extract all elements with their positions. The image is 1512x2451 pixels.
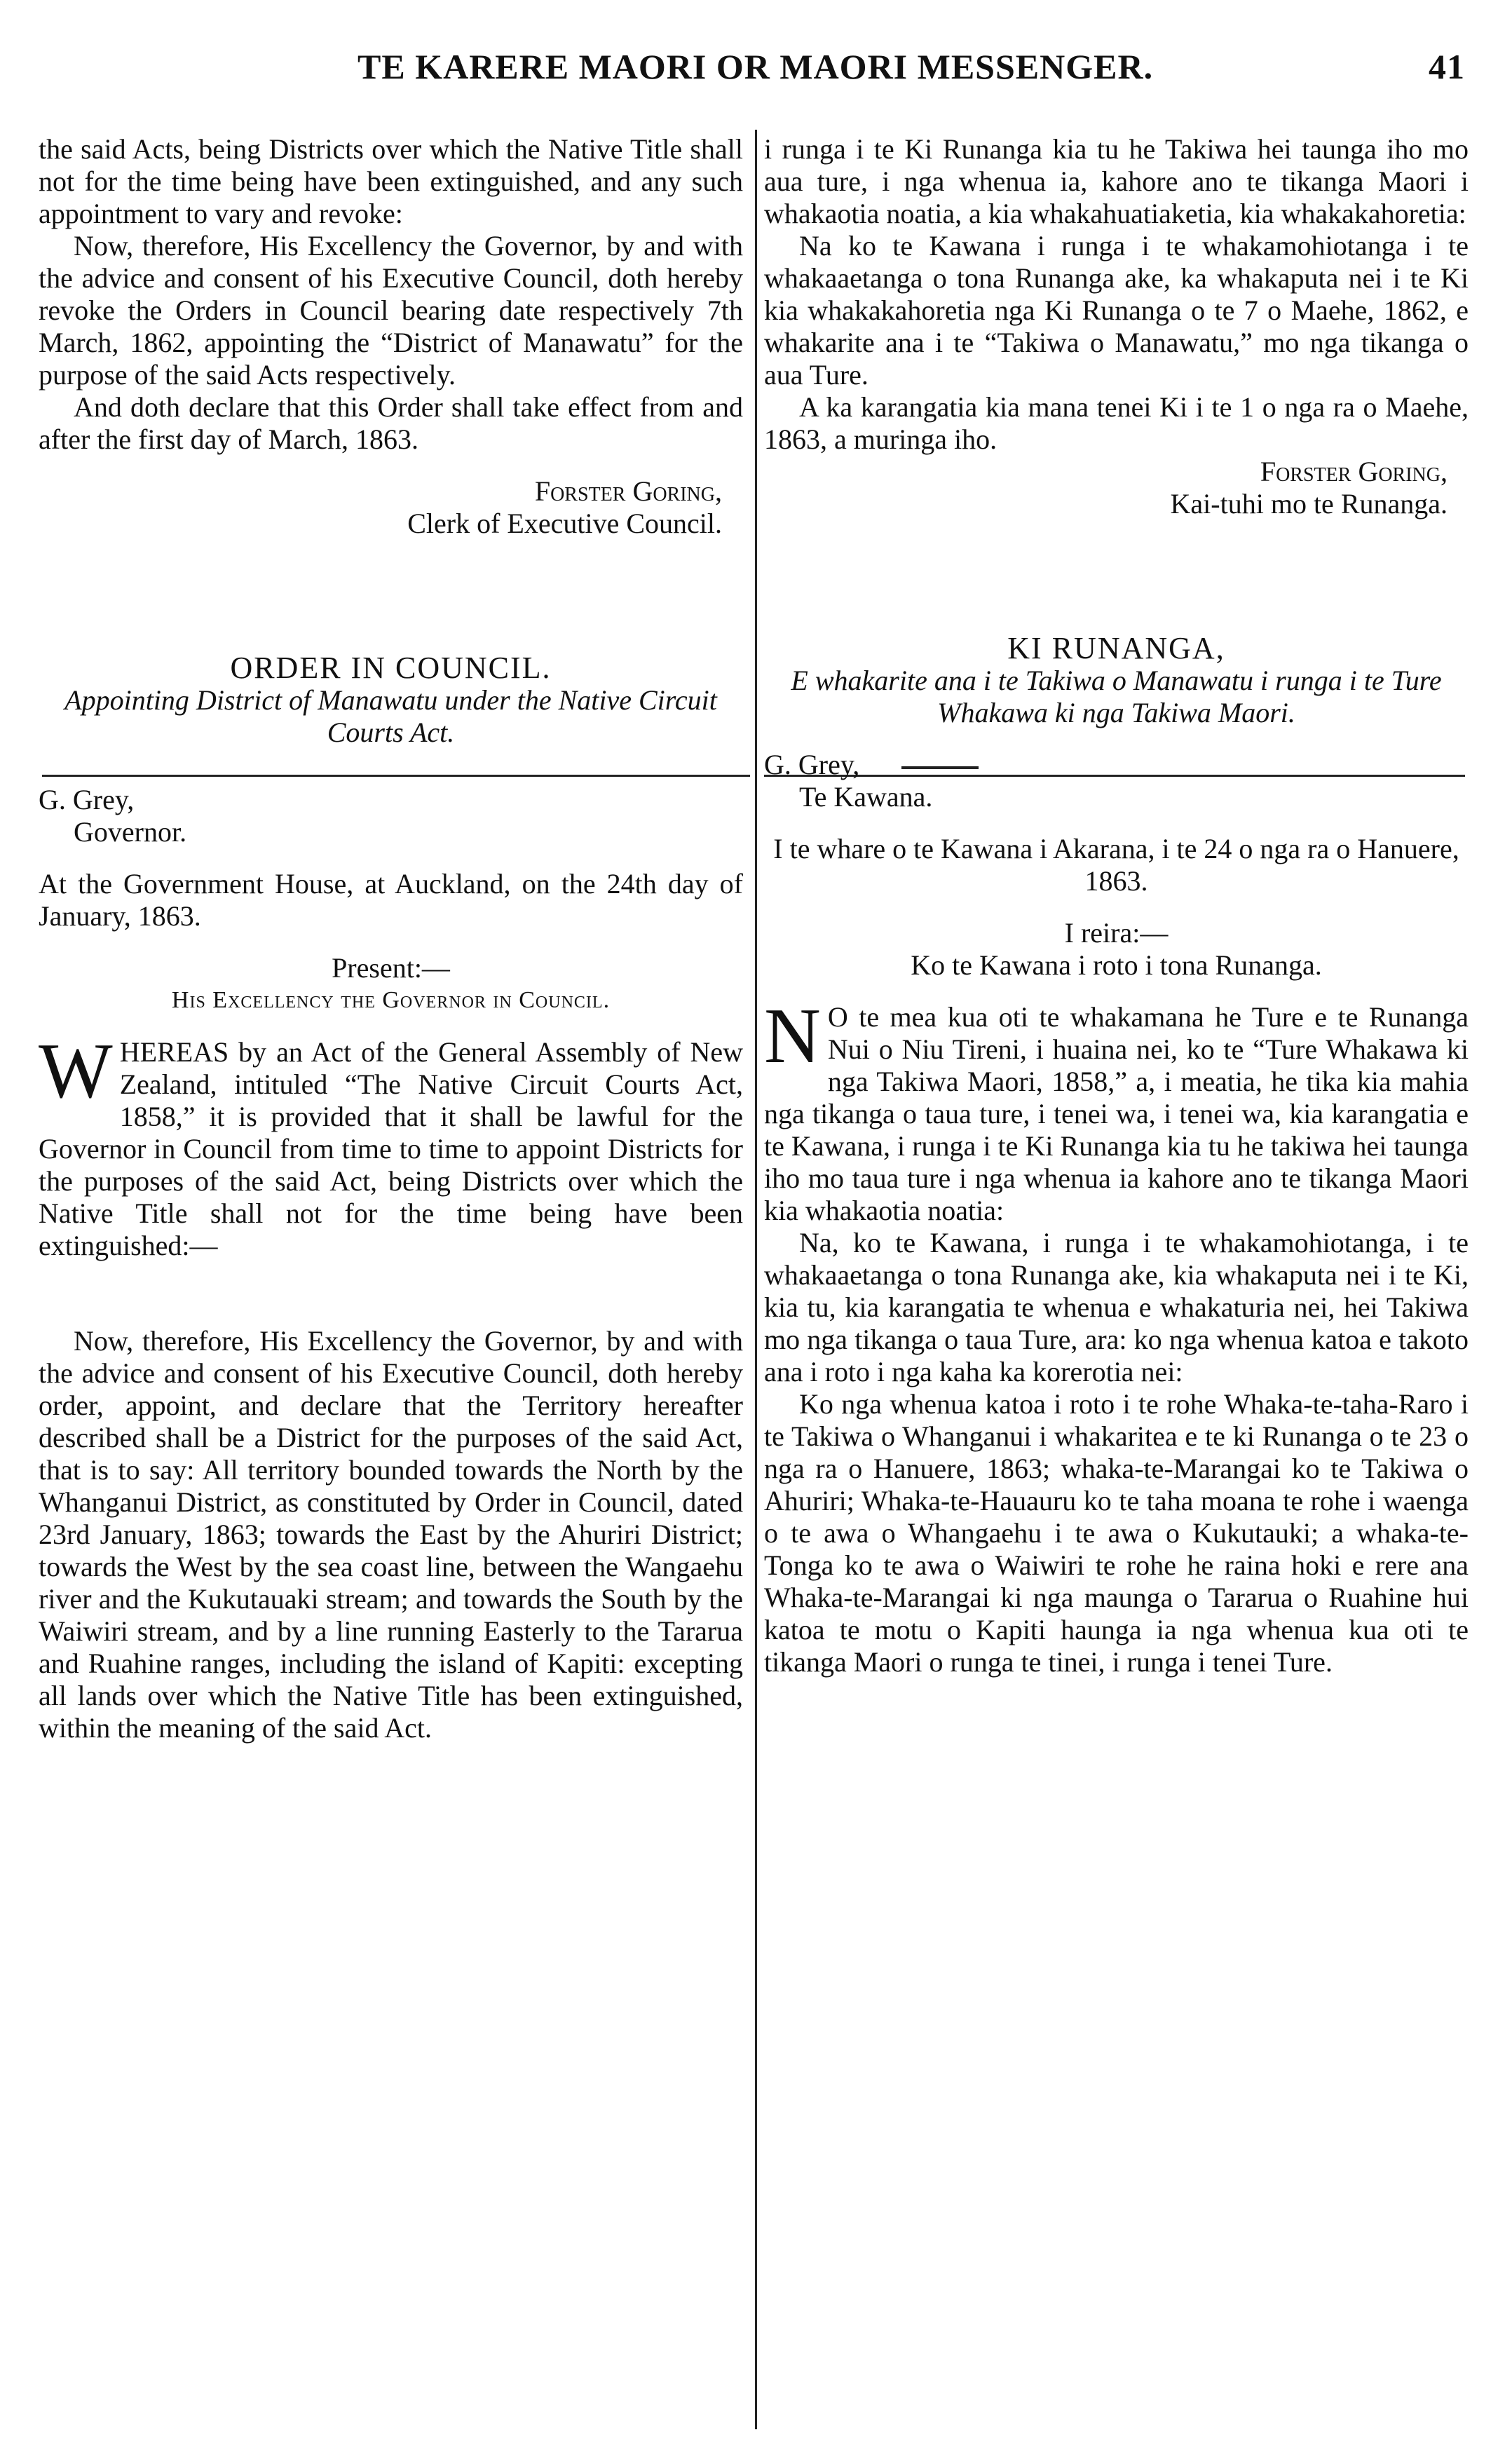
effect-paragraph: And doth declare that this Order shall take effect from and after the first day of March, 1863. — [39, 391, 743, 455]
revocation-paragraph: Now, therefore, His Excellency the Governor, by and with the advice and consent of his Executive Council, doth hereby revoke the Orders in Council bearing date respectively 7th March, 1862, appointing the “District of Manawatu” for the purpose of the said Acts respectively. — [39, 230, 743, 391]
order-subtitle: E whakarite ana i te Takiwa o Manawatu i runga i te Ture Whakawa ki nga Takiwa Maori. — [791, 665, 1442, 728]
present-who: Ko te Kawana i roto i tona Runanga. — [911, 949, 1322, 981]
present-label: I reira:— — [1064, 917, 1169, 949]
page-header — [42, 41, 1465, 97]
whereas-paragraph: N O te mea kua oti te whakamana he Ture e te Runanga Nui o Niu Tireni, i huaina nei, ko te “Ture Whakawa ki nga Takiwa Maori, 1858,” a, i meatia, he tika kia mahia nga tikanga o taua ture, i tenei wa, i tenei wa, kia karangatia e te Kawana, i runga i te Ki Runanga kia tu he takiwa hei taunga iho mo taua ture i nga whenua ia kahore ano te tikanga Maori kia whakaotia noatia: — [764, 993, 1469, 1226]
drop-cap: W — [39, 1028, 113, 1115]
signatory-title: Clerk of Executive Council. — [407, 508, 722, 539]
continued-paragraph: i runga i te Ki Runanga kia tu he Takiwa hei taunga iho mo aua ture, i nga whenua ia, kahore ano te tikanga Maori i whakaotia noatia, a kia whakahuatiaketia, kia whakakahoretia: — [764, 133, 1469, 229]
governor-title: Governor. — [74, 816, 187, 848]
boundaries-paragraph: Ko nga whenua katoa i roto i te rohe Whaka-te-taha-Raro i te Takiwa o Whanganui i whakaritea e te ki Runanga o te 23 o nga ra o Hanuere, 1863; whaka-te-Marangai ko te Takiwa o Ahuriri; Whaka-te-Hauauru ko te taha moana te rohe i waenga o te awa o Whangaehu i te awa o Kukutauki; a whaka-te-Tonga ko te awa o Waiwiri te rohe he raina hoki e rere ana Whaka-te-Marangai ki nga maunga o Tararua o Ruahine hui katoa te motu o Kapiti haunga ia nga whenua kua oti te tikanga Maori o runga te tinei, i runga i tenei Ture. — [764, 1388, 1469, 1678]
continued-paragraph: the said Acts, being Districts over which the Native Title shall not for the time being have been extinguished, and any such appointment to vary and revoke: — [39, 133, 743, 229]
masthead-title: TE KARERE MAORI OR MAORI MESSENGER. — [357, 47, 1154, 86]
column-divider — [755, 130, 757, 2429]
whereas-paragraph: WHEREAS by an Act of the General Assembly of New Zealand, intituled “The Native Circuit Courts Act, 1858,” it is provided that it shall be lawful for the Governor in Council from time to time to appoint Districts for the purposes of the said Act, being Districts over which the Native Title shall not for the time being have been extinguished:— — [39, 1028, 743, 1261]
present-label: Present:— — [332, 952, 450, 984]
signatory-name: Forster Goring, — [1260, 456, 1448, 487]
drop-cap: N — [764, 993, 821, 1080]
english-column — [39, 133, 743, 1744]
decorative-dash — [901, 766, 979, 769]
place-date: At the Government House, at Auckland, on the 24th day of January, 1863. — [39, 868, 743, 932]
governor-name: G. Grey, — [764, 749, 1469, 781]
effect-paragraph: A ka karangatia kia mana tenei Ki i te 1 o nga ra o Maehe, 1863, a muringa iho. — [764, 391, 1469, 455]
present-who: His Excellency the Governor in Council. — [171, 987, 611, 1013]
governor-title: Te Kawana. — [799, 781, 933, 813]
order-title: ORDER IN COUNCIL. — [230, 651, 552, 685]
order-body-paragraph: Now, therefore, His Excellency the Governor, by and with the advice and consent of his Executive Council, doth hereby order, appoint, and declare that the Territory hereafter described shall be a District for the purposes of the said Act, that is to say: All territory bounded towards the North by the Whanganui District, as constituted by Order in Council, dated 23rd January, 1863; towards the East by the Ahuriri District; towards the West by the sea coast line, between the Wangaehu river and the Kukutauaki stream; and towards the South by the Waiwiri stream, and by a line running Easterly to the Tararua and Ruahine ranges, including the island of Kapiti: excepting all lands over which the Native Title has been extinguished, within the meaning of the said Act. — [39, 1325, 743, 1744]
governor-name: G. Grey, — [39, 784, 135, 815]
page-number: 41 — [1429, 47, 1465, 86]
maori-column — [764, 133, 1469, 1678]
order-title: KI RUNANGA, — [1007, 631, 1225, 665]
signatory-name: Forster Goring, — [534, 475, 722, 507]
order-body-paragraph: Na, ko te Kawana, i runga i te whakamohiotanga, i te whakaaetanga o tona Runanga ake, kia whakaputa nei i te Ki, kia tu, kia karangatia te whenua e whakaturia nei, hei Takiwa mo nga tikanga o taua Ture, ara: ko nga whenua katoa e takoto ana i roto i nga kaha ka korerotia nei: — [764, 1227, 1469, 1387]
order-subtitle: Appointing District of Manawatu under the Native Circuit Courts Act. — [64, 684, 717, 748]
revocation-paragraph: Na ko te Kawana i runga i te whakamohiotanga i te whakaaetanga o tona Runanga ake, ka whakaputa nei i te Ki kia whakakahoretia nga Ki Runanga o te 7 o Maehe, 1862, e whakarite ana i te “Takiwa o Manawatu,” mo nga tikanga o aua Ture. — [764, 230, 1469, 391]
signatory-title: Kai-tuhi mo te Runanga. — [1170, 488, 1448, 520]
place-date: I te whare o te Kawana i Akarana, i te 24 o nga ra o Hanuere, 1863. — [773, 833, 1459, 897]
